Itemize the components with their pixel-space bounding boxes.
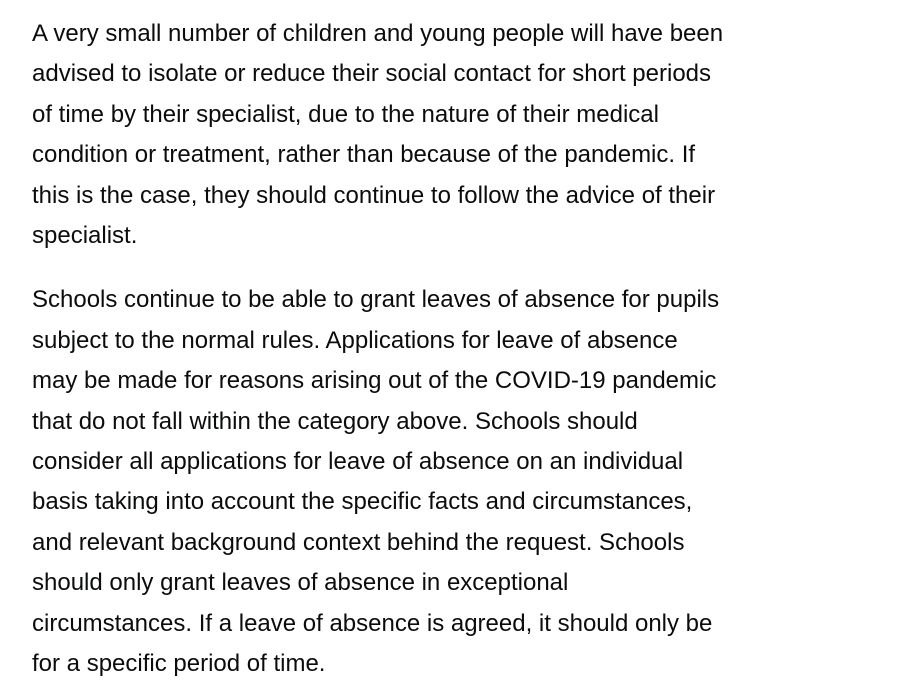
text-line: Schools continue to be able to grant leaves of absence for pupils	[32, 286, 720, 314]
text-line: should only grant leaves of absence in exceptional	[32, 569, 569, 597]
text-line: of time by their specialist, due to the nature of their medical	[32, 100, 659, 128]
text-line: circumstances. If a leave of absence is agreed, it should only be	[32, 609, 713, 637]
text-line: consider all applications for leave of absence on an individual	[32, 448, 684, 476]
paragraph-isolation-advice	[32, 14, 872, 256]
text-line: condition or treatment, rather than because of the pandemic. If	[32, 141, 696, 169]
text-line: this is the case, they should continue to follow the advice of their	[32, 181, 716, 209]
text-line: that do not fall within the category above. Schools should	[32, 407, 638, 435]
text-line: basis taking into account the specific facts and circumstances,	[32, 488, 693, 516]
text-line: may be made for reasons arising out of the COVID-19 pandemic	[32, 367, 717, 395]
text-line: for a specific period of time.	[32, 650, 326, 678]
text-line: advised to isolate or reduce their social contact for short periods	[32, 60, 712, 88]
text-line: and relevant background context behind the request. Schools	[32, 528, 685, 556]
text-line: specialist.	[32, 222, 138, 250]
text-line: subject to the normal rules. Applications for leave of absence	[32, 326, 678, 354]
text-line: A very small number of children and young people will have been	[32, 20, 724, 47]
article-body	[32, 14, 872, 685]
paragraph-leave-of-absence	[32, 280, 872, 684]
